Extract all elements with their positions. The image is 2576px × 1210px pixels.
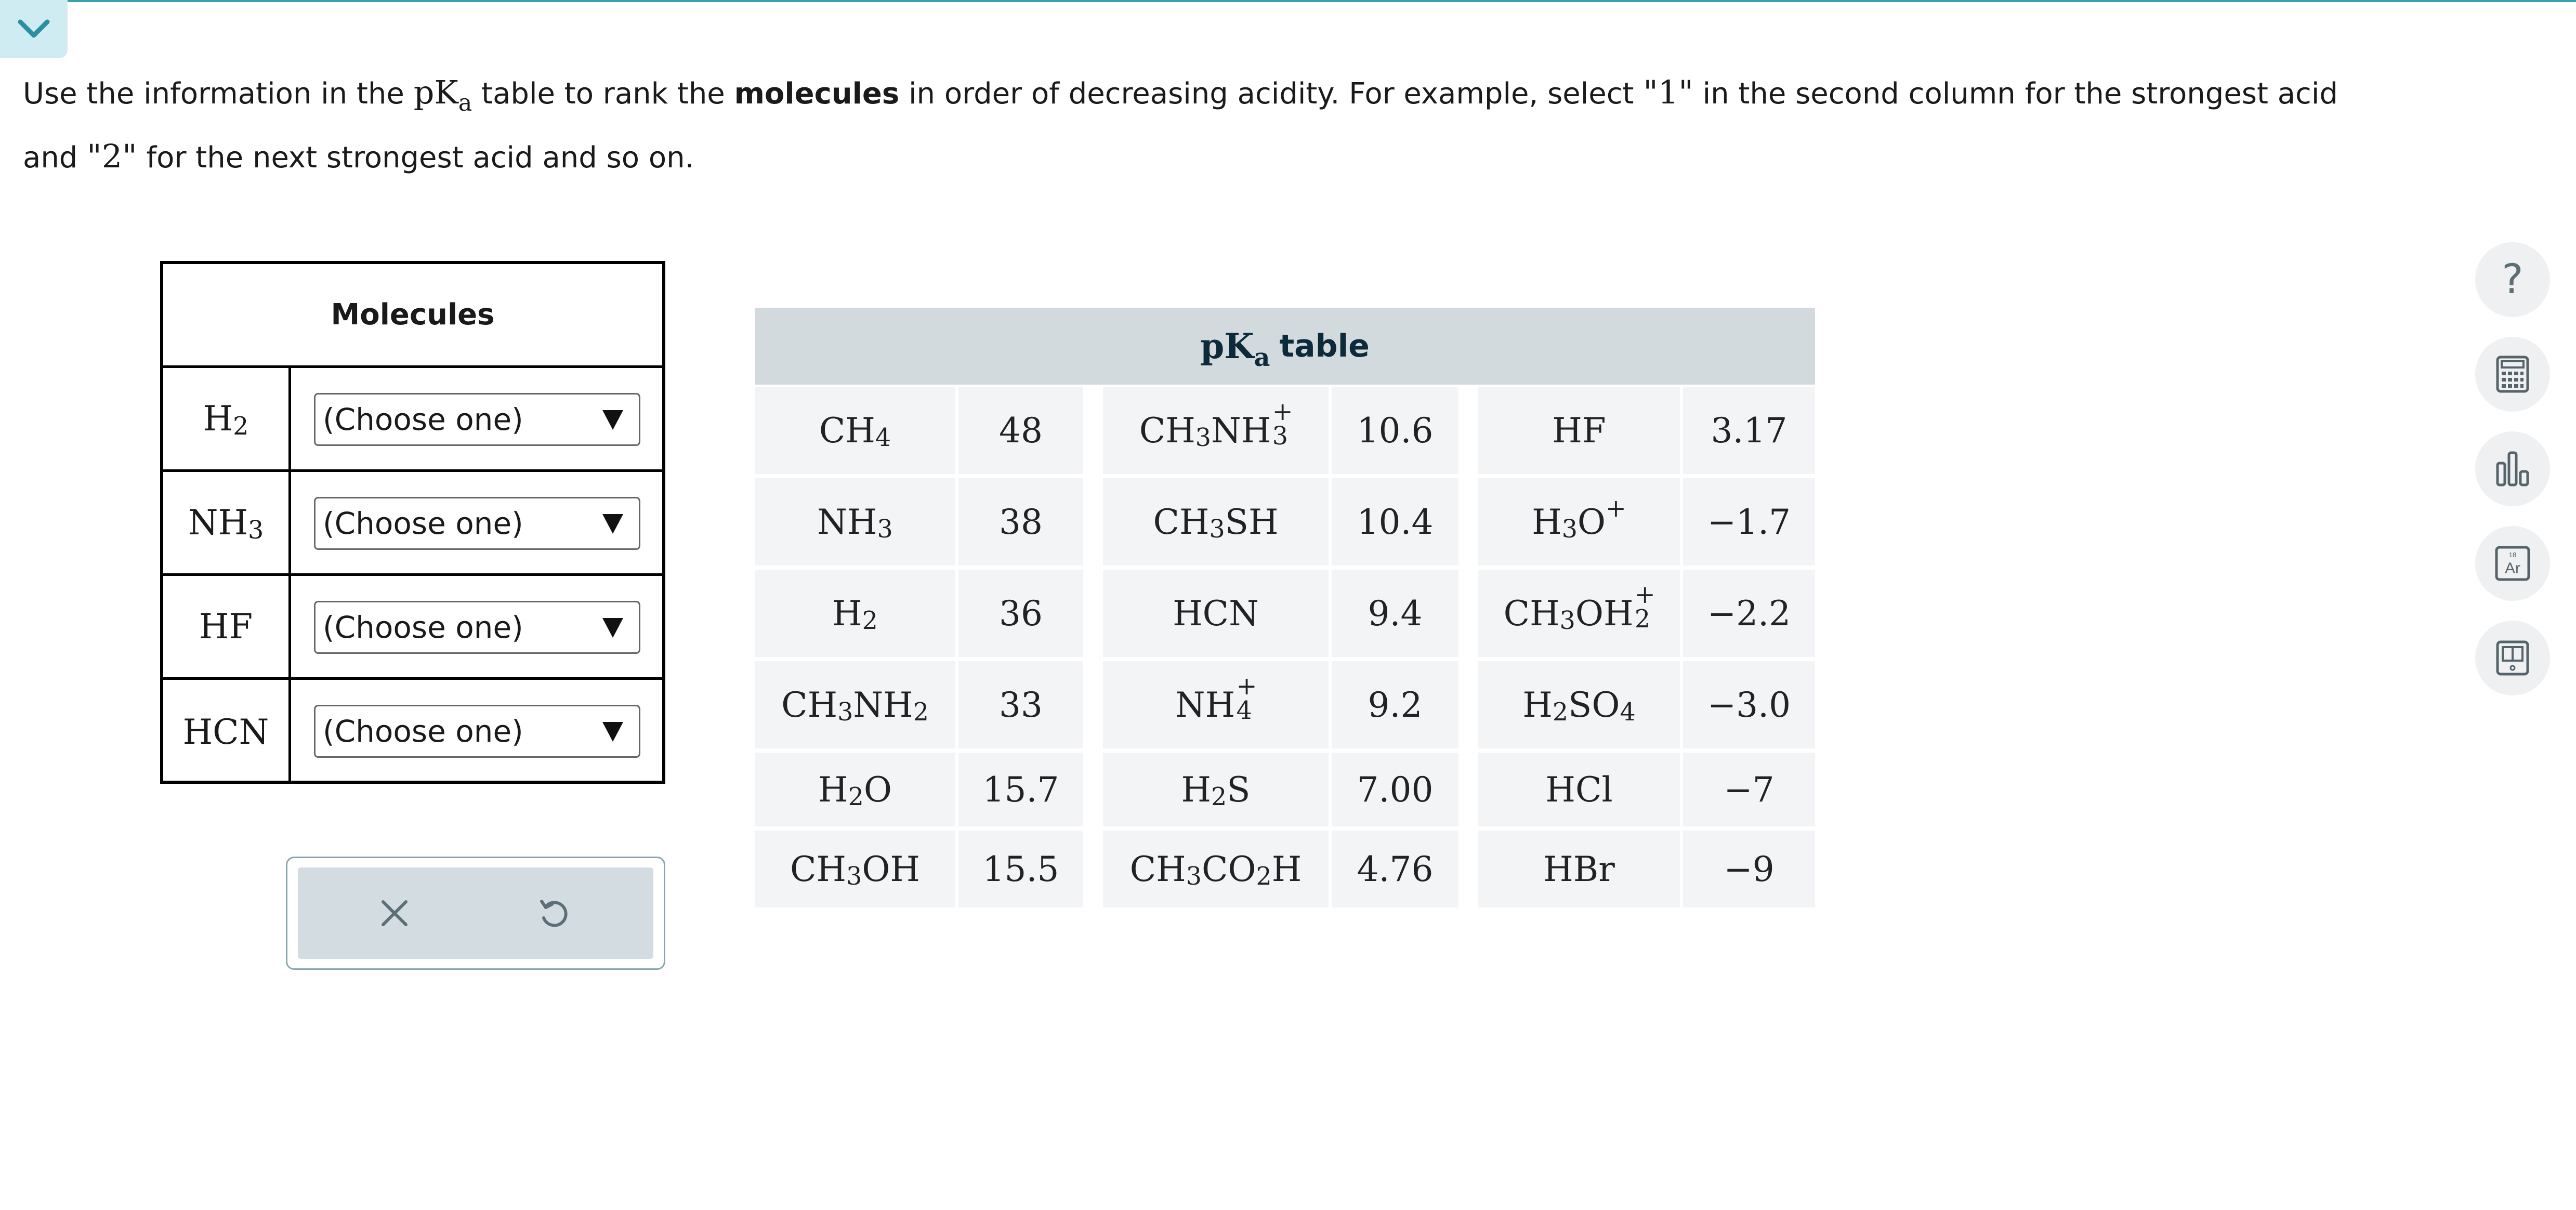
pka-formula-cell: HBr bbox=[1478, 831, 1680, 908]
molecules-table bbox=[160, 261, 665, 784]
rank-select-hcn[interactable]: (Choose one) bbox=[314, 705, 640, 758]
bold-molecules: molecules bbox=[734, 77, 900, 111]
pka-formula-cell: NH + 4 bbox=[1103, 661, 1329, 748]
pka-value-cell: 15.7 bbox=[958, 753, 1083, 826]
collapse-toggle[interactable] bbox=[0, 0, 68, 58]
pka-formula-cell: HCN bbox=[1103, 570, 1329, 657]
question-icon: ? bbox=[2502, 256, 2524, 303]
pka-symbol: $pK_a$ bbox=[1200, 326, 1270, 373]
undo-button[interactable] bbox=[532, 891, 575, 935]
pka-value-cell: 38 bbox=[958, 478, 1083, 565]
molecule-row bbox=[163, 368, 662, 472]
instructions: Use the information in the $pK_a$ table to rank the molecules in order of decreasing acidity. For example, select "1" in the second column for the strongest acid and "2" for the next strongest acid and so on. bbox=[23, 73, 2338, 175]
top-accent-line bbox=[0, 0, 2576, 2]
pka-formula-cell: CH 3 NH + 3 bbox=[1103, 387, 1329, 474]
molecule-row bbox=[163, 576, 662, 680]
pka-value-cell: 48 bbox=[958, 387, 1083, 474]
pka-value-cell: 10.6 bbox=[1332, 387, 1458, 474]
pka-value-cell: 7.00 bbox=[1332, 753, 1458, 826]
rank-select-h2[interactable]: (Choose one) bbox=[314, 393, 640, 446]
pka-formula-cell: H 2 S bbox=[1103, 753, 1329, 826]
periodic-table-button[interactable] bbox=[2475, 526, 2550, 601]
pka-formula-cell: CH 3 OH + 2 bbox=[1478, 570, 1680, 657]
pka-formula-cell: CH 3 CO 2 H bbox=[1103, 831, 1329, 908]
rank-select-hf[interactable]: (Choose one) bbox=[314, 601, 640, 654]
molecule-name: NH 3 bbox=[163, 472, 291, 573]
textbook-icon bbox=[2492, 638, 2533, 678]
pka-value-cell: −7 bbox=[1683, 753, 1815, 826]
pka-value-cell: 10.4 bbox=[1332, 478, 1458, 565]
dropdown-arrow-icon bbox=[602, 722, 623, 742]
pka-symbol: $pK_a$ bbox=[413, 73, 472, 117]
dropdown-arrow-icon bbox=[602, 618, 623, 638]
data-button[interactable] bbox=[2475, 431, 2550, 506]
calculator-icon bbox=[2492, 354, 2533, 394]
undo-icon bbox=[536, 896, 571, 930]
pka-formula-cell: H 2 bbox=[755, 570, 955, 657]
pka-formula-cell: H 2 O bbox=[755, 753, 955, 826]
rank-select-nh3[interactable]: (Choose one) bbox=[314, 497, 640, 550]
pka-value-cell: 4.76 bbox=[1332, 831, 1458, 908]
action-bar bbox=[298, 867, 653, 959]
help-button[interactable] bbox=[2475, 242, 2550, 317]
pka-value-cell: 9.2 bbox=[1332, 661, 1458, 748]
molecules-header: Molecules bbox=[163, 264, 662, 368]
molecule-row bbox=[163, 472, 662, 576]
molecule-name: HCN bbox=[163, 680, 291, 784]
pka-value-cell: −2.2 bbox=[1683, 570, 1815, 657]
pka-formula-cell: CH 3 OH bbox=[755, 831, 955, 908]
pka-formula-cell: H 2 SO 4 bbox=[1478, 661, 1680, 748]
svg-text:Ar: Ar bbox=[2505, 560, 2520, 577]
pka-table bbox=[755, 308, 1815, 908]
dropdown-arrow-icon bbox=[602, 410, 623, 430]
pka-value-cell: 15.5 bbox=[958, 831, 1083, 908]
pka-value-cell: −1.7 bbox=[1683, 478, 1815, 565]
clear-button[interactable] bbox=[373, 891, 416, 935]
pka-value-cell: −9 bbox=[1683, 831, 1815, 908]
pka-formula-cell: CH 3 NH 2 bbox=[755, 661, 955, 748]
pka-value-cell: 33 bbox=[958, 661, 1083, 748]
pka-value-cell: −3.0 bbox=[1683, 661, 1815, 748]
textbook-button[interactable] bbox=[2475, 621, 2550, 695]
dropdown-arrow-icon bbox=[602, 514, 623, 534]
pka-formula-cell: NH 3 bbox=[755, 478, 955, 565]
pka-value-cell: 3.17 bbox=[1683, 387, 1815, 474]
periodic-table-icon bbox=[2492, 543, 2533, 584]
pka-table-header: $pK_a$ table bbox=[755, 308, 1815, 385]
close-icon bbox=[379, 898, 410, 929]
pka-formula-cell: H 3 O + bbox=[1478, 478, 1680, 565]
calculator-button[interactable] bbox=[2475, 337, 2550, 412]
molecule-name: HF bbox=[163, 576, 291, 677]
pka-formula-cell: HF bbox=[1478, 387, 1680, 474]
pka-value-cell: 9.4 bbox=[1332, 570, 1458, 657]
answer-action-box bbox=[286, 857, 665, 970]
svg-text:18: 18 bbox=[2508, 551, 2517, 559]
pka-value-cell: 36 bbox=[958, 570, 1083, 657]
pka-formula-cell: HCl bbox=[1478, 753, 1680, 826]
instructions-text: Use the information in the bbox=[23, 77, 404, 111]
bar-chart-icon bbox=[2492, 449, 2533, 489]
molecule-row bbox=[163, 680, 662, 784]
molecule-name: H 2 bbox=[163, 368, 291, 469]
pka-formula-cell: CH 4 bbox=[755, 387, 955, 474]
chevron-down-icon bbox=[17, 18, 50, 41]
pka-formula-cell: CH 3 SH bbox=[1103, 478, 1329, 565]
